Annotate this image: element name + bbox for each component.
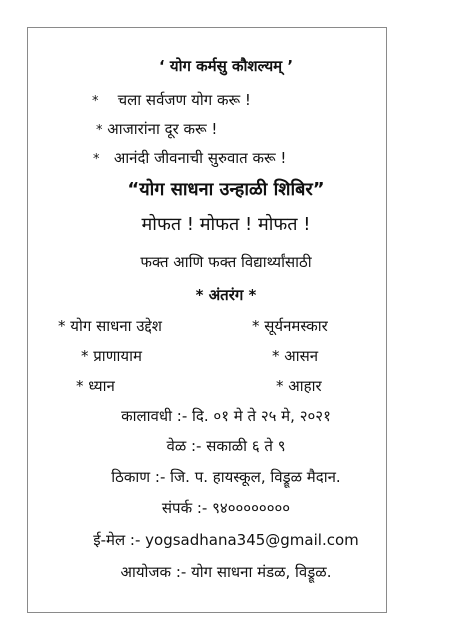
contents-item: * आहार [276,377,322,395]
contents-heading: * अंतरंग * [195,286,257,304]
contents-item: * सूर्यनमस्कार [252,317,328,335]
email-line: ई-मेल :- yogsadhana345@gmail.com [93,531,359,549]
point-row [92,90,251,112]
venue-line: ठिकाण :- जि. प. हायस्कूल, विड्रूळ मैदान. [111,468,341,486]
contact-line: संपर्क :- ९४०००००००० [161,499,291,517]
contents-item: * प्राणायाम [81,347,142,365]
free-line: मोफत ! मोफत ! मोफत ! [141,214,311,235]
contents-item: * योग साधना उद्देश [58,317,162,335]
students-only: फक्त आणि फक्त विद्यार्थ्यांसाठी [140,253,312,271]
motto-title: ‘ योग कर्मसु कौशल्यम् ’ [158,57,294,75]
point-text: चला सर्वजण योग करू ! [117,91,251,109]
time-line: वेळ :- सकाळी ६ ते ९ [166,437,286,455]
point-text: आनंदी जीवनाची सुरुवात करू ! [113,149,287,167]
contents-item: * आसन [272,347,319,365]
contents-item: * ध्यान [76,377,115,395]
bullet-asterisk: * [92,94,99,109]
point-row [93,148,286,170]
bullet-asterisk: * [93,152,100,167]
duration-line: कालावधी :- दि. ०१ मे ते २५ मे, २०२१ [121,407,331,425]
point-row [96,119,217,141]
organizer-line: आयोजक :- योग साधना मंडळ, विड्रूळ. [120,563,332,581]
bullet-asterisk: * [96,123,103,138]
point-text: आजारांना दूर करू ! [107,120,218,138]
camp-title: “योग साधना उन्हाळी शिबिर” [127,179,325,200]
